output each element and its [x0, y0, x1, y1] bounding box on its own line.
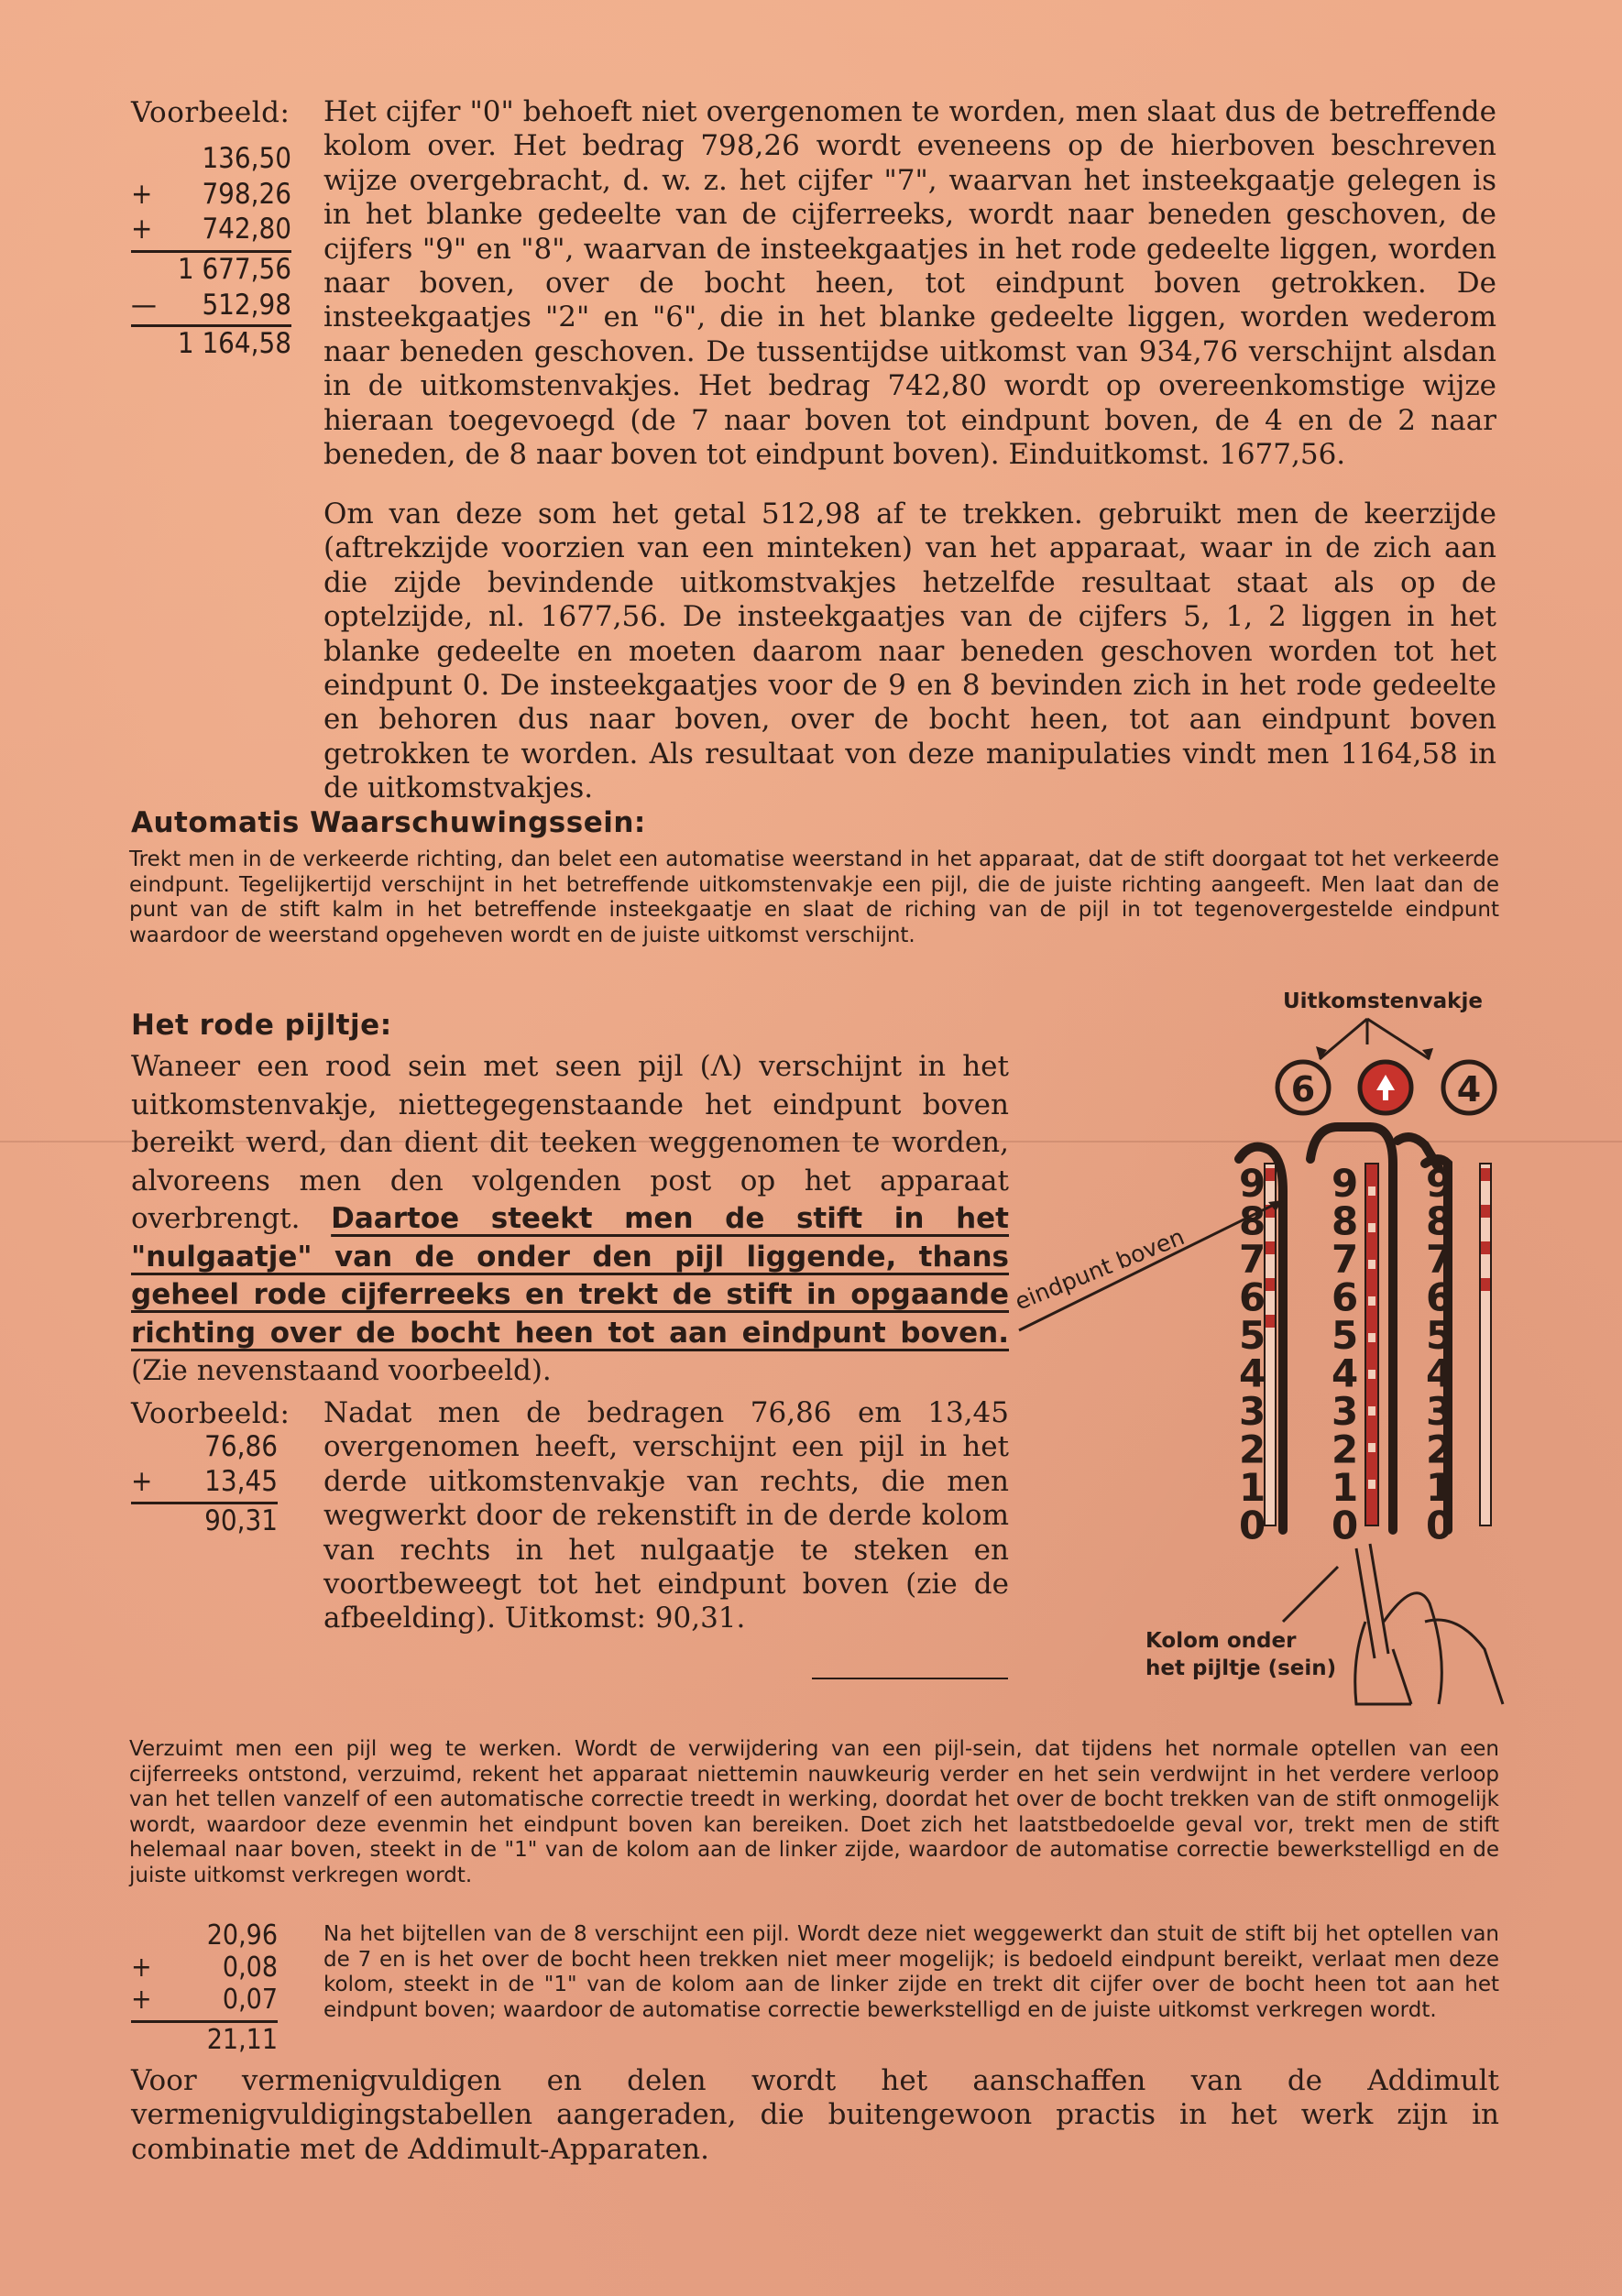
red-arrow-instruction: Daartoe steekt men de stift in het "nulgaatje" van de onder den pijl liggende, thans geheel rode cijferreeks en trekt de stift in opgaande richting over de bocht heen tot aan eindpunt boven. — [131, 1202, 1009, 1350]
closing-text: Voor vermenigvuldigen en delen wordt het aanschaffen van de Addimult vermenigvuldigingstabellen aangeraden, die buitengewoon practis in het werk zijn in combinatie met de Addimult-Apparaten. — [131, 2064, 1499, 2166]
calc-value: 90,31 — [204, 1504, 278, 1537]
circle-left-digit: 6 — [1290, 1069, 1316, 1110]
figure-digit-left: 4 — [1239, 1350, 1266, 1396]
calc-value: 76,86 — [204, 1430, 278, 1463]
figure-label-bottom-2: het pijltje (sein) — [1145, 1656, 1337, 1680]
example1-paragraph-1: Het cijfer "0" behoeft niet overgenomen te worden, men slaat dus de betreffende kolom over. Het bedrag 798,26 wordt eveneens op de hierboven beschreven wijze overgebracht, d. w. z. het cijfer "7", waarvan het insteekgaatje gelegen is in het blanke gedeelte van de cijferreeks, wordt naar beneden geschoven, de cijfers "9" en "8", waarvan de insteekgaatjes in het rode gedeelte liggen, worden naar boven, over de bocht heen, tot eindpunt boven getrokken. De insteekgaatjes "2" en "6", die in het blanke gedeelte liggen, worden wederom naar beneden geschoven. De tussentijdse uitkomst van 934,76 verschijnt alsdan in de uitkomstenvakjes. Het bedrag 742,80 wordt op overeenkomstige wijze hieraan toegevoegd (de 7 naar boven tot eindpunt boven, de 4 en de 2 naar beneden, de 8 naar boven tot eindpunt boven). Einduitkomst. 1677,56. — [323, 95, 1496, 472]
figure-digit-right: 9 — [1426, 1161, 1453, 1206]
example1-paragraph-2: Om van deze som het getal 512,98 af te trekken. gebruikt men de keerzijde (aftrekzijde voorzien van een minteken) van het apparaat, waar in de zich aan die zijde bevindende uitkomstvakjes hetzelfde resultaat staat als op de optelzijde, nl. 1677,56. De insteekgaatjes van de cijfers 5, 1, 2 liggen in het blanke gedeelte en moeten daarom naar beneden geschoven worden tot het eindpunt 0. De insteekgaatjes voor de 9 en 8 bevinden zich in het rode gedeelte en behoren dus naar boven, over de bocht heen, tot aan eindpunt boven getrokken te worden. Als resultaat von deze manipulaties vindt men 1164,58 in de uitkomstvakjes. — [323, 497, 1496, 805]
calc-sign: + — [131, 213, 153, 246]
figure-digit-middle: 7 — [1332, 1237, 1359, 1282]
figure-digit-right: 0 — [1426, 1503, 1453, 1548]
red-arrow-heading: Het rode pijltje: — [131, 1009, 392, 1042]
figure-digit-middle: 6 — [1332, 1274, 1359, 1320]
red-arrow-text-a: Waneer een rood sein met seen pijl — [131, 1050, 684, 1083]
figure-digit-middle: 2 — [1332, 1427, 1359, 1472]
example-label: Voorbeeld: — [131, 96, 290, 129]
calc-value: 512,98 — [202, 289, 291, 322]
figure-digit-left: 2 — [1239, 1427, 1266, 1472]
figure-digit-right: 8 — [1426, 1198, 1453, 1244]
figure-digit-right: 2 — [1426, 1427, 1453, 1472]
calc-value: 136,50 — [202, 142, 291, 175]
red-arrow-text-c: (Zie nevenstaand voorbeeld). — [131, 1354, 552, 1387]
calc-sign: + — [131, 1984, 152, 2016]
arrow-sign-icon: (Λ) — [699, 1050, 743, 1083]
calc-value: 13,45 — [204, 1465, 278, 1498]
calc-value: 21,11 — [206, 2024, 278, 2056]
calc-sign: — — [131, 289, 157, 322]
figure-digit-right: 6 — [1426, 1274, 1453, 1320]
figure-digit-left: 5 — [1239, 1313, 1266, 1358]
figure-digit-left: 7 — [1239, 1237, 1266, 1282]
note-text: Verzuimt men een pijl weg te werken. Wordt de verwijdering van een pijl-sein, dat tijdens het normale optellen van een cijferreeks ontstond, verzuimd, rekent het apparaat niettemin nauwkeurig verder en het sein verdwijnt in het verdere verloop van het tellen vanzelf of een automatische correctie treedt in werking, doordat het over de bocht trekken van de stift onmogelijk wordt, waardoor deze evenmin het eindpunt boven kan bereiken. Doet zich het laatstbedoelde geval vor, trekt men de stift helemaal naar boven, steekt in de "1" van de kolom aan de linker zijde, waardoor de automatise correctie bewerkstelligd en de juiste uitkomst verkregen wordt. — [129, 1737, 1499, 1887]
calc-sign: + — [131, 1952, 152, 1984]
addimult-figure — [1008, 980, 1521, 1732]
figure-label-top: Uitkomstenvakje — [1283, 989, 1483, 1013]
figure-digit-left: 1 — [1239, 1465, 1266, 1510]
figure-digit-right: 1 — [1426, 1465, 1453, 1510]
figure-digit-middle: 4 — [1332, 1350, 1359, 1396]
divider-line — [812, 1678, 1008, 1679]
warning-text: Trekt men in de verkeerde richting, dan belet een automatise weerstand in het apparaat, dat de stift doorgaat tot het verkeerde eindpunt. Tegelijkertijd verschijnt in het betreffende uitkomstenvakje een pijl, die de juiste richting aangeeft. Men laat dan de punt van de stift kalm in het betreffende insteekgaatje en slaat de riching van de pijl in tot tegenovergestelde eindpunt waardoor de weerstand opgeheven wordt en de juiste uitkomst verschijnt. — [129, 847, 1499, 947]
figure-label-boven: eindpunt boven — [1011, 1223, 1189, 1316]
warning-heading: Automatis Waarschuwingssein: — [131, 806, 646, 839]
example2-calculation — [131, 1430, 278, 1540]
figure-digit-middle: 9 — [1332, 1161, 1359, 1206]
digit-column-right — [1426, 1161, 1452, 1548]
example2-text: Nadat men de bedragen 76,86 em 13,45 overgenomen heeft, verschijnt een pijl in het derde uitkomstenvakje van rechts, die men wegwerkt door de rekenstift in de derde kolom van rechts in het nulgaatje te steken en voortbeweegt tot het eindpunt boven (zie de afbeelding). Uitkomst: 90,31. — [323, 1396, 1009, 1635]
figure-digit-left: 3 — [1239, 1389, 1266, 1434]
calc-value: 0,07 — [222, 1984, 278, 2016]
figure-digit-left: 0 — [1239, 1503, 1266, 1548]
figure-digit-right: 7 — [1426, 1237, 1453, 1282]
figure-digit-right: 3 — [1426, 1389, 1453, 1434]
figure-digit-right: 4 — [1426, 1350, 1453, 1396]
example3-calculation — [131, 1919, 278, 2066]
calc-value: 0,08 — [222, 1952, 278, 1984]
figure-digit-middle: 5 — [1332, 1313, 1359, 1358]
figure-digit-middle: 3 — [1332, 1389, 1359, 1434]
circle-right-digit: 4 — [1456, 1069, 1482, 1110]
calc-sign: + — [131, 178, 153, 211]
figure-digit-middle: 0 — [1332, 1503, 1359, 1548]
calc-value: 742,80 — [202, 213, 291, 246]
figure-digit-middle: 8 — [1332, 1198, 1359, 1244]
sum-rule — [131, 2020, 278, 2023]
figure-digit-middle: 1 — [1332, 1465, 1359, 1510]
calc-value: 1 164,58 — [177, 327, 291, 360]
calc-value: 1 677,56 — [177, 253, 291, 286]
digit-column-middle — [1332, 1161, 1358, 1548]
figure-label-bottom-1: Kolom onder — [1145, 1629, 1297, 1653]
example-label: Voorbeeld: — [131, 1397, 290, 1430]
red-arrow-text-b: verschijnt in het uitkomstenvakje, niettegegenstaande het eindpunt boven bereikt werd, dan dient dit teeken weggenomen te worden, alvoreens men den volgenden post op het apparaat overbrengt. — [131, 1050, 1009, 1235]
figure-digit-left: 8 — [1239, 1198, 1266, 1244]
example3-text: Na het bijtellen van de 8 verschijnt een pijl. Wordt deze niet weggewerkt dan stuit de stift bij het optellen van de 7 en is het over de bocht heen trekken niet meer mogelijk; is bedoeld eindpunt bereikt, verlaat men deze kolom, steekt in de "1" van de kolom aan de linker zijde en trekt dit cijfer over de bocht heen tot aan het eindpunt boven; waardoor de automatise correctie bewerkstelligd en de juiste uitkomst verkregen wordt. — [323, 1922, 1499, 2022]
calc-value: 798,26 — [202, 178, 291, 211]
calc-value: 20,96 — [206, 1919, 278, 1952]
example1-calculation — [131, 142, 291, 366]
figure-digit-left: 9 — [1239, 1161, 1266, 1206]
figure-digit-right: 5 — [1426, 1313, 1453, 1358]
calc-sign: + — [131, 1465, 153, 1498]
red-arrow-paragraph — [131, 1048, 1009, 1391]
figure-digit-left: 6 — [1239, 1274, 1266, 1320]
